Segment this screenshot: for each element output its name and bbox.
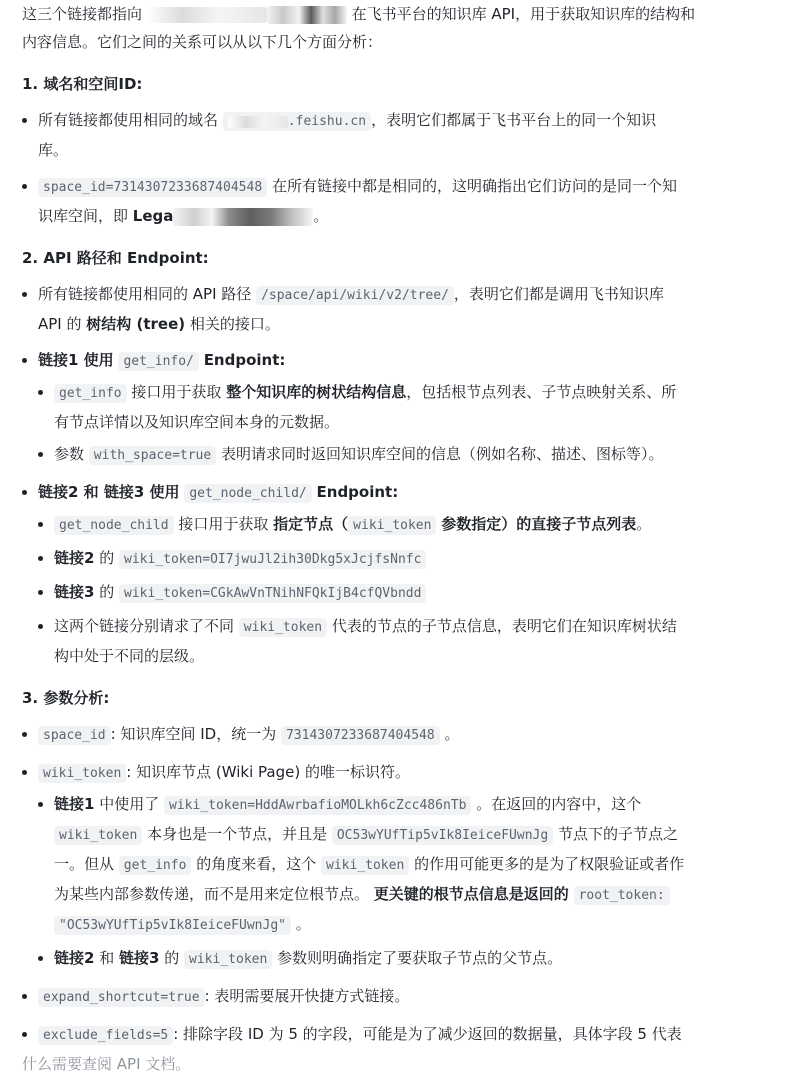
text: 本身也是一个节点，并且是 xyxy=(147,825,328,843)
text: 的 xyxy=(164,949,180,967)
text: ，表明它们都属于飞书平台上的同一个知识 xyxy=(371,111,657,129)
text: 。 xyxy=(313,207,329,225)
text: 有节点详情以及知识库空间本身的元数据。 xyxy=(54,413,340,431)
code-value: "OC53wYUfTip5vIk8IeiceFUwnJg" xyxy=(54,916,291,935)
section-1-list xyxy=(22,106,757,230)
code-endpoint: get_node_child/ xyxy=(184,484,311,503)
bold-text: 链接1 使用 xyxy=(38,351,114,369)
list-item xyxy=(22,280,757,338)
text: 。 xyxy=(444,725,460,743)
code-value: OC53wYUfTip5vIk8IeiceFUwnJg xyxy=(332,826,553,845)
text: : 排除字段 ID 为 5 的字段，可能是为了减少返回的数据量，具体字段 5 代表 xyxy=(173,1025,682,1043)
text: 接口用于获取 xyxy=(178,515,269,533)
code-endpoint: get_info/ xyxy=(118,352,198,371)
text: 库。 xyxy=(38,141,69,159)
bold-text: 参数指定）的直接子节点列表 xyxy=(441,515,637,533)
code-domain xyxy=(223,112,371,131)
text: 的作用可能更多的是为了权限验证或者作 xyxy=(414,855,685,873)
list-item xyxy=(22,982,757,1012)
text: 代表的节点的子节点信息，表明它们在知识库树状结 xyxy=(331,617,677,635)
intro-text: 内容信息。它们之间的关系可以从以下几个方面分析： xyxy=(22,33,383,51)
text: : 知识库空间 ID，统一为 xyxy=(110,725,277,743)
text: 表明请求同时返回知识库空间的信息（例如名称、描述、图标等）。 xyxy=(220,445,664,463)
sub-list-item xyxy=(38,510,757,540)
text: 一。但从 xyxy=(54,855,115,873)
sub-list-item xyxy=(38,944,757,974)
text: 识库空间，即 xyxy=(38,207,129,225)
text: 在所有链接中都是相同的，这明确指出它们访问的是同一个知 xyxy=(271,177,677,195)
section-heading-1: 1. 域名和空间ID: xyxy=(22,75,143,93)
code-param: wiki_token xyxy=(54,826,142,845)
text: 相关的接口。 xyxy=(189,315,280,333)
list-item xyxy=(22,758,757,974)
sub-list-item xyxy=(38,378,757,436)
code-param: wiki_token=OI7jwuJl2ih30Dkg5xJcjfsNnfc xyxy=(119,550,426,569)
intro-text: 这三个链接都指向 xyxy=(22,5,143,23)
text: 节点下的子节点之 xyxy=(557,825,678,843)
code-param: exclude_fields=5 xyxy=(38,1026,173,1045)
code-text: .feishu.cn xyxy=(287,114,367,129)
code-param: space_id xyxy=(38,726,111,745)
text: : 知识库节点 (Wiki Page) 的唯一标识符。 xyxy=(126,763,410,781)
bold-text: 链接3 xyxy=(54,583,95,601)
code-value: 7314307233687404548 xyxy=(281,726,440,745)
text: 所有链接都使用相同的域名 xyxy=(38,111,219,129)
code-endpoint: get_info xyxy=(54,384,127,403)
text: 。 xyxy=(636,515,652,533)
list-item xyxy=(22,478,757,670)
bold-text: Lega xyxy=(132,207,174,225)
code-param: with_space=true xyxy=(89,446,216,465)
redacted-image xyxy=(267,6,347,24)
text: 和 xyxy=(99,949,115,967)
section-heading-3: 3. 参数分析: xyxy=(22,689,110,707)
section-3-list xyxy=(22,720,757,1078)
bold-text: 整个知识库的树状结构信息 xyxy=(226,383,407,401)
sub-list-item xyxy=(38,544,757,574)
section-heading-2: 2. API 路径和 Endpoint: xyxy=(22,249,209,267)
redacted-text xyxy=(173,208,313,226)
bold-text: 树结构 (tree) xyxy=(86,315,186,333)
sub-list xyxy=(38,790,757,974)
redacted-text xyxy=(147,7,267,23)
text: 接口用于获取 xyxy=(131,383,222,401)
text: 。 xyxy=(295,915,311,933)
sub-list xyxy=(38,378,757,470)
bold-text: Endpoint: xyxy=(203,351,286,369)
text-faded: 什么需要查阅 API 文档。 xyxy=(22,1055,191,1073)
text: 的 xyxy=(99,549,115,567)
bold-text: 更关键的根节点信息是返回的 xyxy=(373,885,569,903)
code-param: root_token: xyxy=(574,886,670,905)
redacted-text xyxy=(228,116,288,128)
section-2-list xyxy=(22,280,757,670)
bold-text: 链接2 xyxy=(54,949,95,967)
code-param: expand_shortcut=true xyxy=(38,988,205,1007)
code-param: wiki_token xyxy=(348,516,436,535)
list-item xyxy=(22,1020,757,1078)
text: : 表明需要展开快捷方式链接。 xyxy=(204,987,410,1005)
text: 为某些内部参数传递，而不是用来定位根节点。 xyxy=(54,885,370,903)
intro-paragraph xyxy=(22,0,757,56)
code-param: wiki_token xyxy=(184,950,272,969)
list-item xyxy=(22,346,757,470)
code-param: wiki_token xyxy=(38,764,126,783)
text: 构中处于不同的层级。 xyxy=(54,647,205,665)
bold-text: 链接3 xyxy=(119,949,160,967)
text: ，表明它们都是调用飞书知识库 xyxy=(453,285,664,303)
bold-text: Endpoint: xyxy=(316,483,399,501)
text: 参数则明确指定了要获取子节点的父节点。 xyxy=(277,949,563,967)
sub-list-item xyxy=(38,612,757,670)
text: 参数 xyxy=(54,445,85,463)
text: ，包括根节点列表、子节点映射关系、所 xyxy=(406,383,677,401)
code-space-id: space_id=7314307233687404548 xyxy=(38,178,267,197)
code-param: wiki_token xyxy=(239,618,327,637)
code-api-path: /space/api/wiki/v2/tree/ xyxy=(256,286,454,305)
bold-text: 链接2 xyxy=(54,549,95,567)
code-param: wiki_token=CGkAwVnTNihNFQkIjB4cfQVbndd xyxy=(119,584,426,603)
list-item xyxy=(22,106,757,164)
list-item xyxy=(22,172,757,230)
text: API 的 xyxy=(38,315,82,333)
text: 中使用了 xyxy=(99,795,160,813)
bold-text: 链接2 和 链接3 使用 xyxy=(38,483,180,501)
code-param: wiki_token xyxy=(321,856,409,875)
text: 的 xyxy=(99,583,115,601)
sub-list-item xyxy=(38,790,757,940)
sub-list xyxy=(38,510,757,670)
code-endpoint: get_info xyxy=(119,856,192,875)
code-param: wiki_token=HddAwrbafioMOLkh6cZcc486nTb xyxy=(164,796,471,815)
sub-list-item xyxy=(38,440,757,470)
text: 这两个链接分别请求了不同 xyxy=(54,617,235,635)
list-item xyxy=(22,720,757,750)
text: 所有链接都使用相同的 API 路径 xyxy=(38,285,252,303)
text: 的角度来看，这个 xyxy=(196,855,317,873)
sub-list-item xyxy=(38,578,757,608)
bold-text: 指定节点（ xyxy=(273,515,349,533)
text: 。在返回的内容中，这个 xyxy=(476,795,642,813)
intro-text: 在飞书平台的知识库 API，用于获取知识库的结构和 xyxy=(351,5,696,23)
bold-text: 链接1 xyxy=(54,795,95,813)
code-endpoint: get_node_child xyxy=(54,516,174,535)
